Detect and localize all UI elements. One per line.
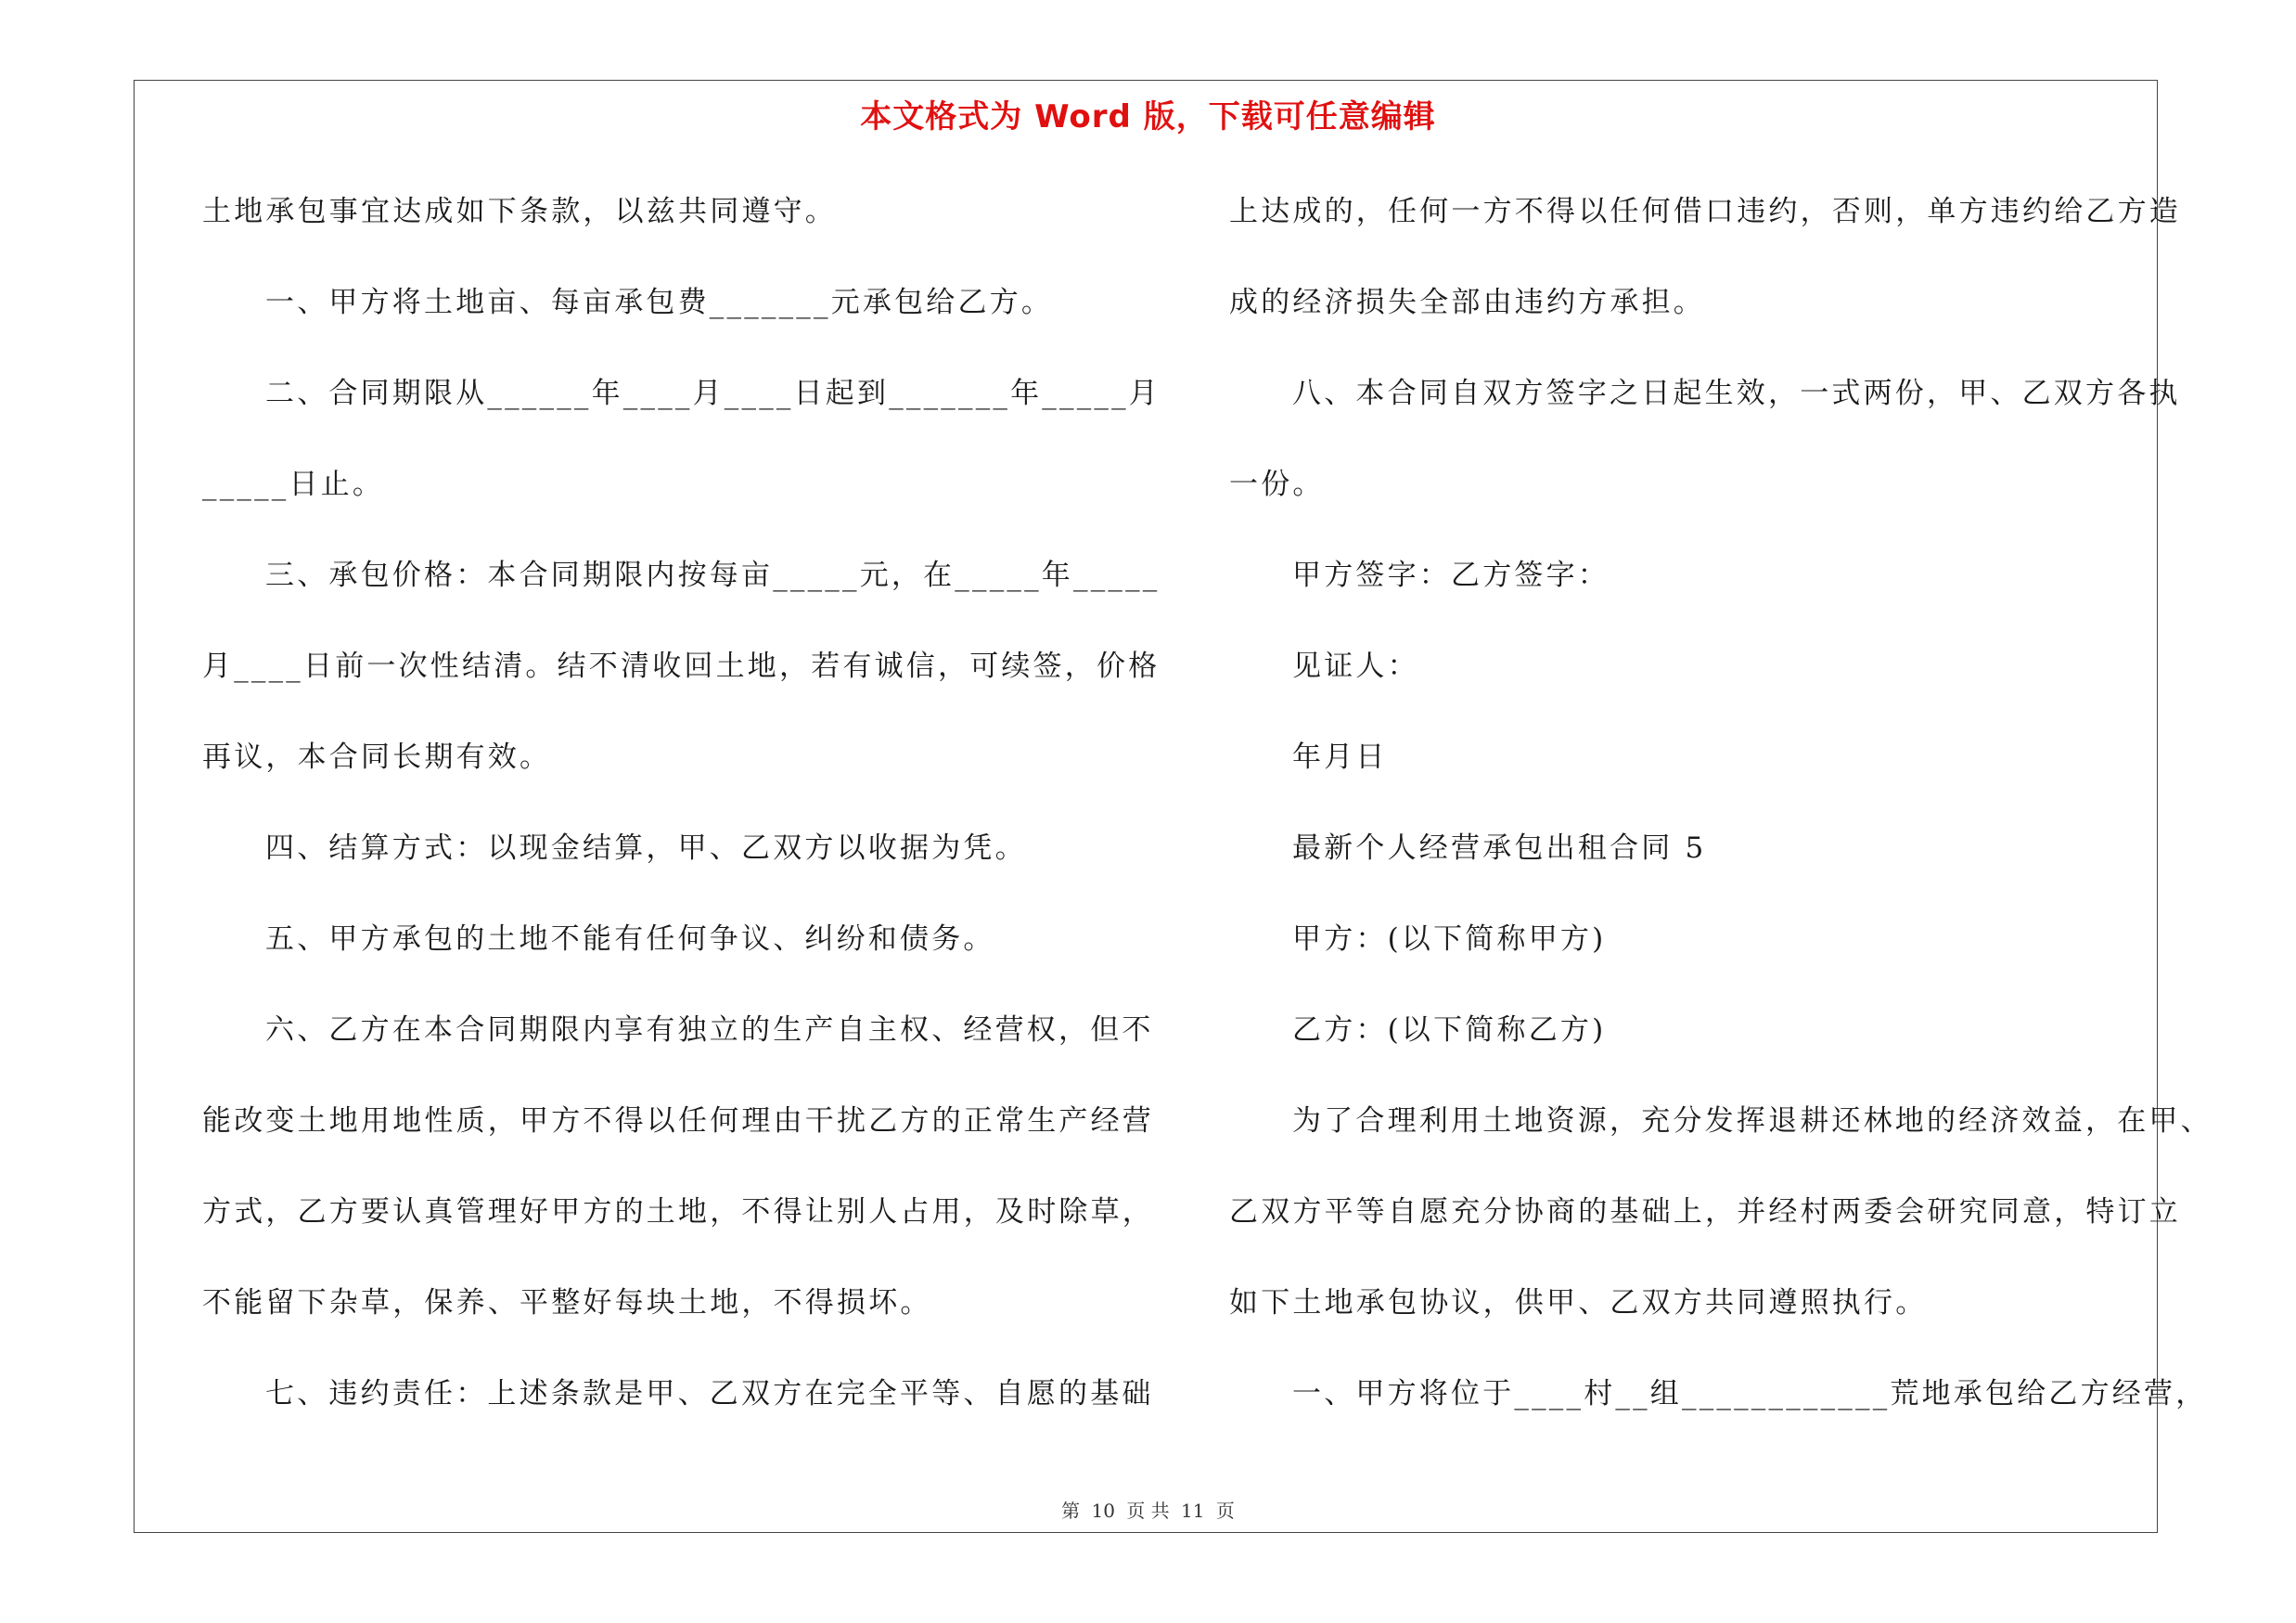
paragraph-line: 六、乙方在本合同期限内享有独立的生产自主权、经营权，但不	[265, 1013, 1154, 1047]
paragraph-line: 能改变土地用地性质，甲方不得以任何理由干扰乙方的正常生产经营	[202, 1104, 1154, 1138]
party-b-line: 乙方：(以下简称乙方)	[1292, 1013, 1607, 1047]
paragraph-line: 为了合理利用土地资源，充分发挥退耕还林地的经济效益，在甲、	[1292, 1104, 2213, 1138]
party-a-line: 甲方：(以下简称甲方)	[1292, 922, 1607, 956]
footer-suffix: 页	[1215, 1500, 1235, 1522]
header-banner: 本文格式为 Word 版，下载可任意编辑	[860, 98, 1436, 135]
section-title: 最新个人经营承包出租合同 5	[1292, 831, 1707, 865]
paragraph-line: 不能留下杂草，保养、平整好每块土地，不得损坏。	[202, 1286, 932, 1320]
total-pages-number: 11	[1181, 1500, 1205, 1522]
paragraph-line: 七、违约责任：上述条款是甲、乙双方在完全平等、自愿的基础	[265, 1377, 1154, 1410]
paragraph-line: 再议，本合同长期有效。	[202, 741, 552, 774]
current-page-number: 10	[1091, 1500, 1115, 1522]
paragraph-line: 四、结算方式：以现金结算，甲、乙双方以收据为凭。	[265, 831, 1027, 865]
paragraph-line: 上达成的，任何一方不得以任何借口违约，否则，单方违约给乙方造	[1229, 195, 2181, 228]
paragraph-line: 一、甲方将位于____村__组____________荒地承包给乙方经营，	[1292, 1377, 2208, 1410]
paragraph-line: 二、合同期限从______年____月____日起到_______年_____月	[265, 377, 1161, 410]
paragraph-line: 三、承包价格：本合同期限内按每亩_____元，在_____年_____	[265, 559, 1161, 592]
paragraph-line: 月____日前一次性结清。结不清收回土地，若有诚信，可续签，价格	[202, 650, 1161, 683]
paragraph-line: 一份。	[1229, 468, 1325, 501]
paragraph-line: 一、甲方将土地亩、每亩承包费_______元承包给乙方。	[265, 286, 1054, 319]
footer-prefix: 第	[1061, 1500, 1081, 1522]
paragraph-line: 如下土地承包协议，供甲、乙双方共同遵照执行。	[1229, 1286, 1928, 1320]
right-column	[1229, 182, 2213, 1455]
paragraph-line: 方式，乙方要认真管理好甲方的土地，不得让别人占用，及时除草，	[202, 1195, 1154, 1229]
paragraph-line: 八、本合同自双方签字之日起生效，一式两份，甲、乙双方各执	[1292, 377, 2181, 410]
left-column	[202, 182, 1161, 1455]
paragraph-line: 成的经济损失全部由违约方承担。	[1229, 286, 1705, 319]
footer-mid: 页 共	[1126, 1500, 1170, 1522]
page-footer	[0, 1496, 2296, 1523]
signature-line: 甲方签字：乙方签字：	[1292, 559, 1610, 592]
witness-line: 见证人：	[1292, 650, 1419, 683]
date-line: 年月日	[1292, 741, 1388, 774]
paragraph-line: 五、甲方承包的土地不能有任何争议、纠纷和债务。	[265, 922, 995, 956]
paragraph-line: 乙双方平等自愿充分协商的基础上，并经村两委会研究同意，特订立	[1229, 1195, 2181, 1229]
paragraph-line: _____日止。	[202, 468, 385, 501]
paragraph-line: 土地承包事宜达成如下条款，以兹共同遵守。	[202, 195, 837, 228]
